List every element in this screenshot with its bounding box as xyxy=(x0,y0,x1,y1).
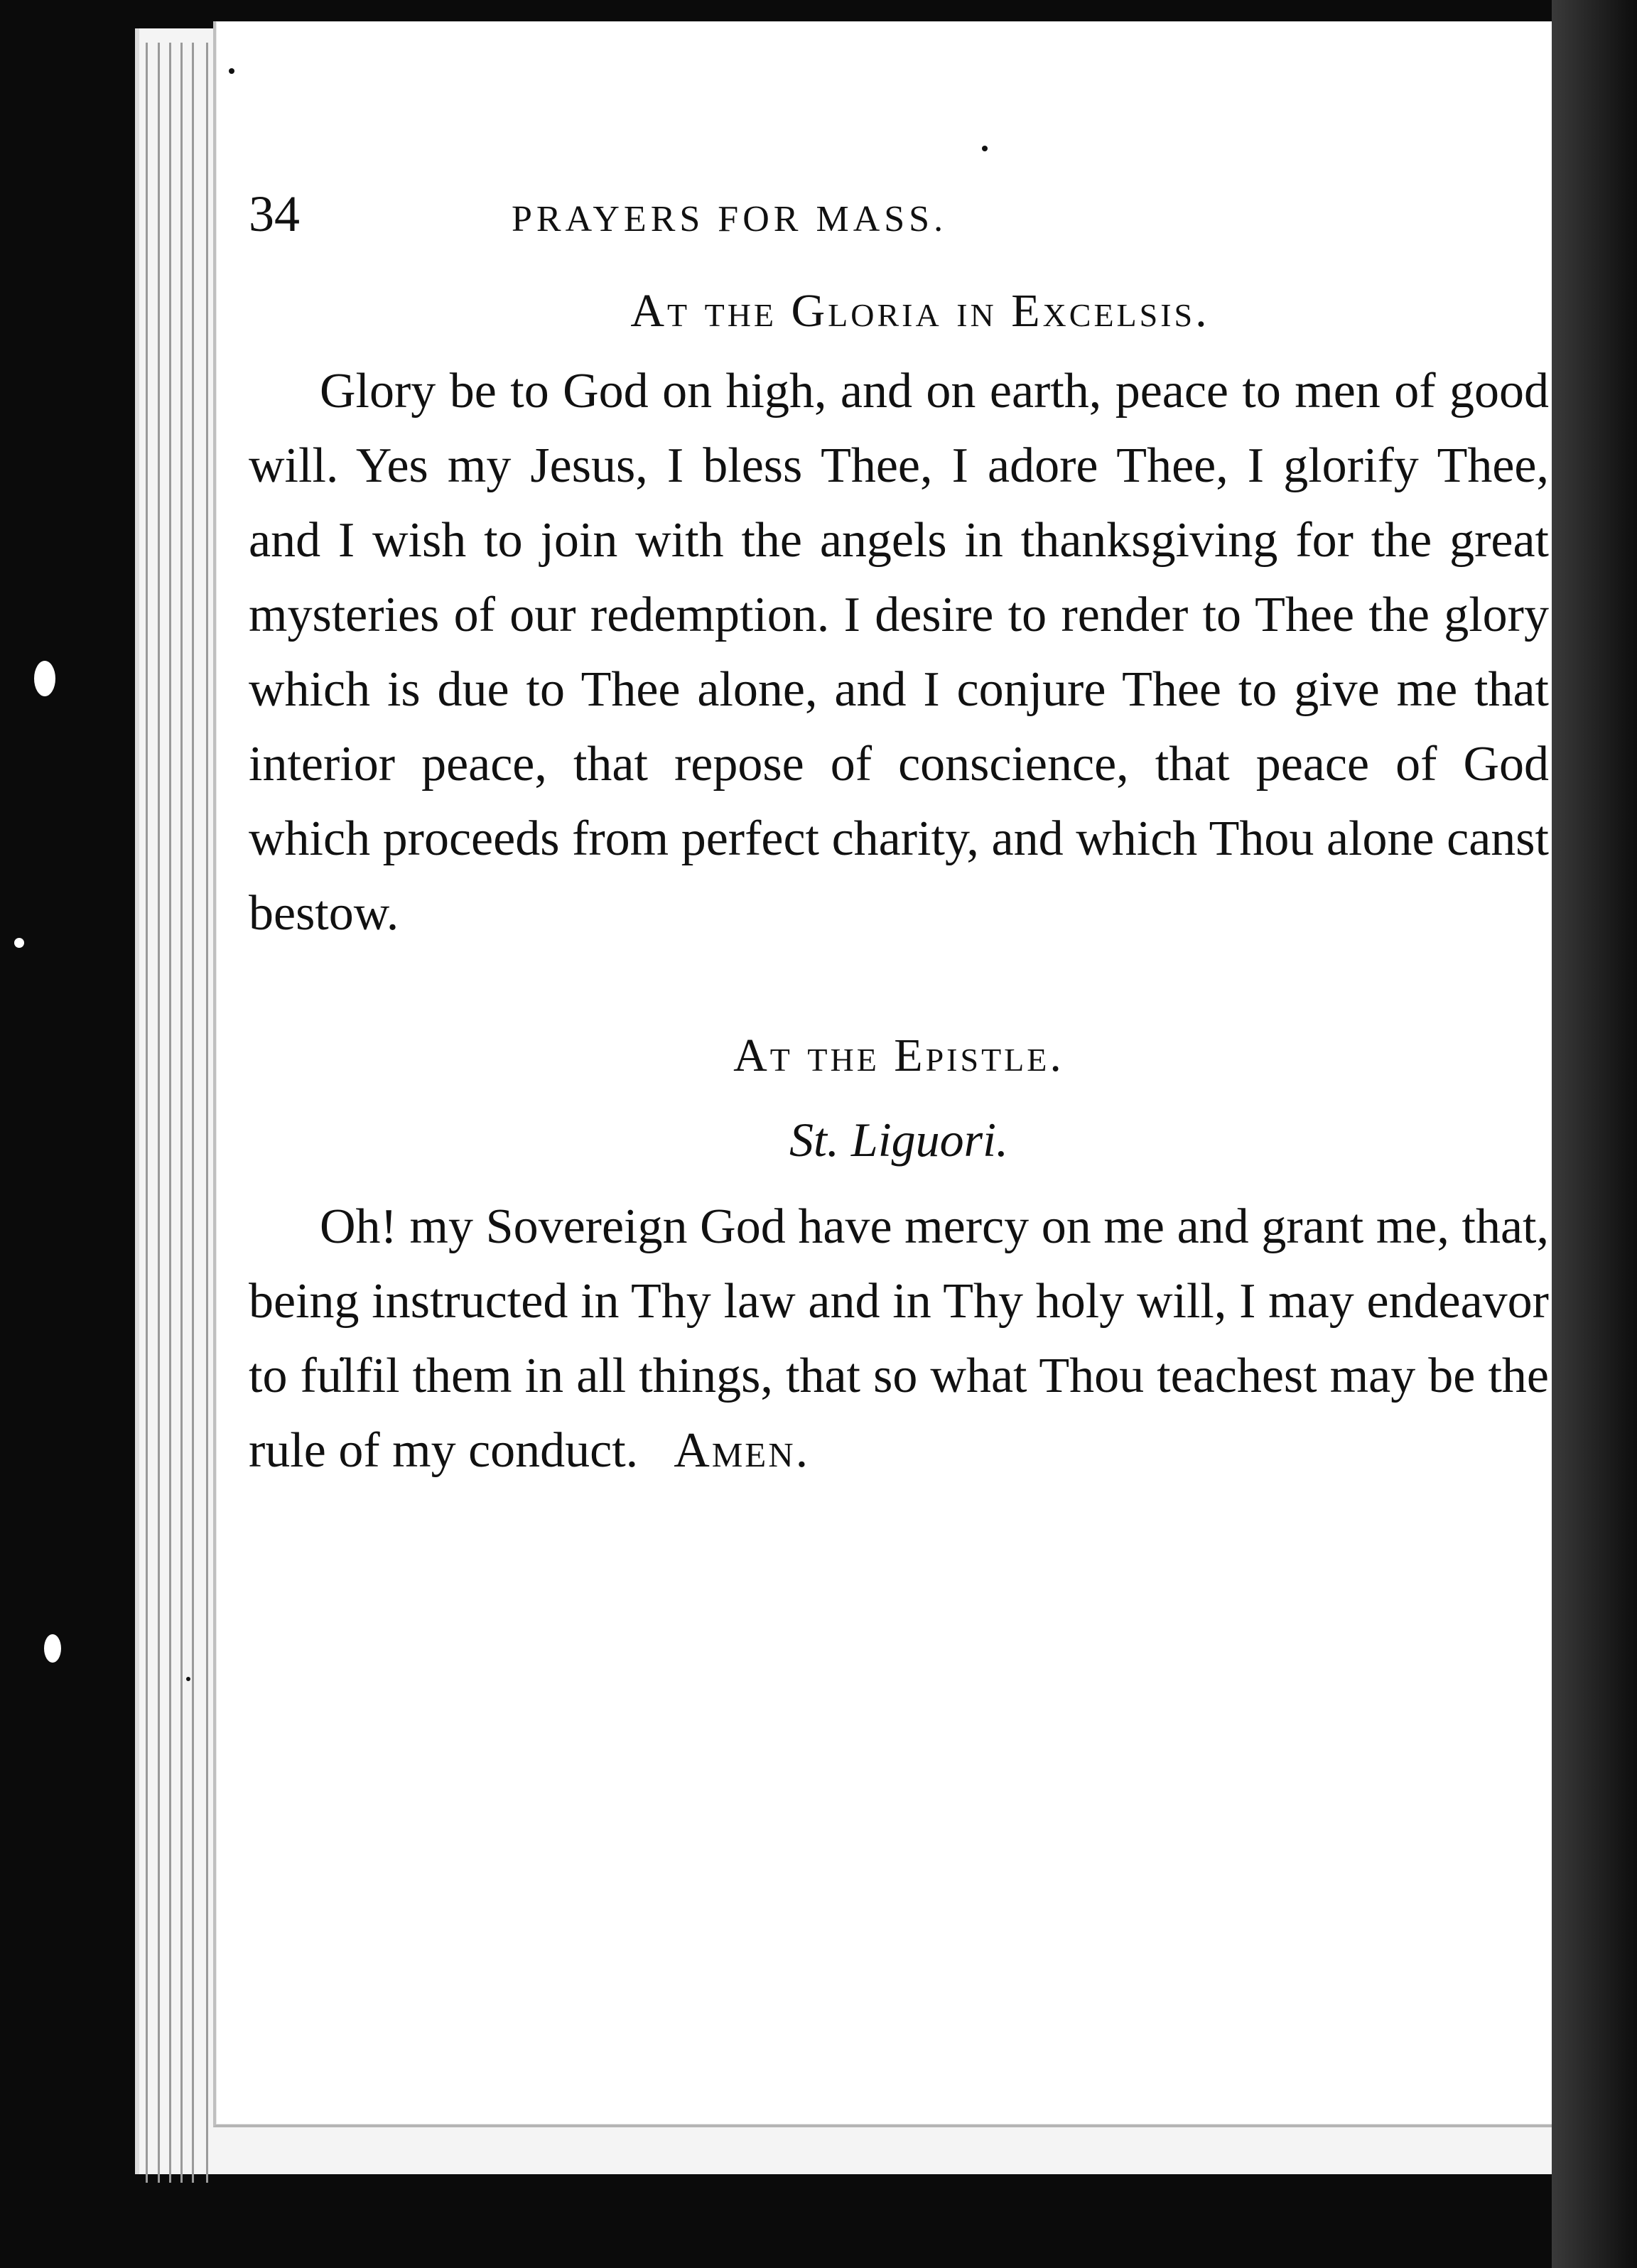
scan-speck xyxy=(44,1634,61,1663)
prayer-paragraph: Glory be to God on high, and on earth, peace to men of good will. Yes my Jesus, I bless Thee, I adore Thee, I glorify Thee, and I wish to join with the angels in thanksgiving for the great mysteries of our redemption. I desire to render to Thee the glory which is due to Thee alone, and I conjure Thee to give me that interior peace, that repose of conscience, that peace of God which proceeds from perfect charity, and which Thou alone canst bestow. xyxy=(249,364,1549,941)
page-edge xyxy=(169,43,171,2183)
page-edge xyxy=(180,43,183,2183)
page-edge xyxy=(206,43,208,2183)
scan-speck xyxy=(982,146,988,151)
running-title: PRAYERS FOR MASS. xyxy=(512,199,948,239)
gutter-shadow xyxy=(1552,0,1637,2268)
scan-speck xyxy=(229,68,234,74)
prayer-text: Oh! my Sovereign God have mercy on me and grant me, that, being instructed in Thy law and in Thy holy will, I may endeavor to fulfil them in all things, that so what Thou teachest may be the rule of my conduct. xyxy=(249,1199,1549,1478)
section-spacer xyxy=(249,951,1549,1008)
page-edge xyxy=(146,43,148,2183)
prayer-paragraph xyxy=(249,1189,1549,1488)
scan-speck xyxy=(14,938,24,948)
scan-speck xyxy=(34,661,55,696)
section-heading: At the Gloria in Excelsis. xyxy=(630,285,1210,337)
page-edge xyxy=(192,43,194,2183)
section-heading: At the Epistle. xyxy=(733,1030,1064,1081)
running-head xyxy=(249,185,1549,263)
page-text xyxy=(249,185,1549,1488)
author-attribution: St. Liguori. xyxy=(789,1113,1008,1167)
closing-amen: Amen. xyxy=(674,1423,811,1478)
scan-speck xyxy=(186,1677,190,1681)
page-number: 34 xyxy=(249,185,300,242)
page-edge xyxy=(158,43,160,2183)
